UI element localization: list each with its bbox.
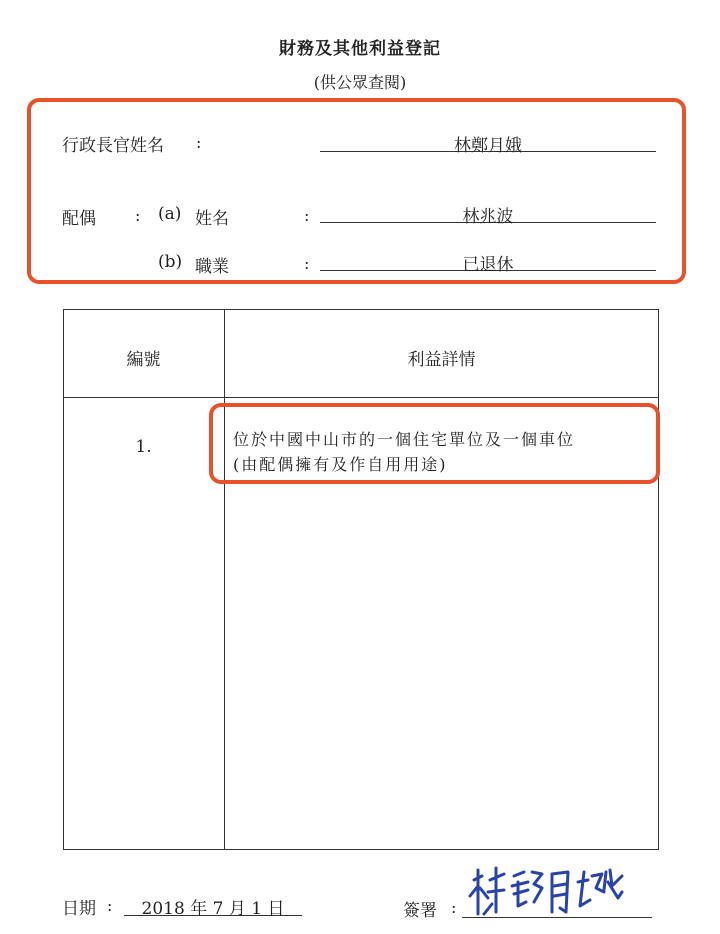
document-subtitle: (供公眾查閱) (313, 73, 407, 92)
row-detail-line2: (由配偶擁有及作自用用途) (233, 455, 448, 474)
signature-label: 簽署 (403, 901, 437, 921)
date-value: 2018 年 7 月 1 日 (141, 899, 285, 919)
spouse-name: 林兆波 (462, 207, 514, 227)
spouse-name-label: 姓名 (195, 209, 229, 229)
document-title: 財務及其他利益登記 (279, 39, 441, 59)
spouse-a-marker: (a) (158, 204, 182, 224)
chief-exec-colon: : (196, 133, 202, 152)
row-number: 1. (135, 437, 152, 457)
spouse-colon: : (135, 206, 141, 225)
chief-exec-label: 行政長官姓名 (62, 136, 164, 156)
interests-table (63, 309, 659, 850)
chief-exec-name: 林鄭月娥 (454, 136, 522, 156)
spouse-occupation-label: 職業 (195, 257, 229, 277)
spouse-occupation-colon: : (304, 254, 310, 273)
table-column-divider (224, 309, 225, 850)
date-label: 日期 (62, 899, 96, 919)
spouse-b-marker: (b) (158, 252, 183, 272)
spouse-label: 配偶 (62, 209, 96, 229)
row-detail-line1: 位於中國中山市的一個住宅單位及一個車位 (233, 430, 576, 449)
table-header-divider (63, 397, 659, 398)
table-header-number: 編號 (126, 350, 161, 370)
spouse-occupation: 已退休 (462, 255, 514, 275)
signature-colon: : (451, 898, 457, 917)
handwritten-signature (462, 862, 632, 920)
table-header-detail: 利益詳情 (407, 350, 476, 370)
spouse-name-colon: : (304, 206, 310, 225)
date-colon: : (107, 896, 113, 915)
